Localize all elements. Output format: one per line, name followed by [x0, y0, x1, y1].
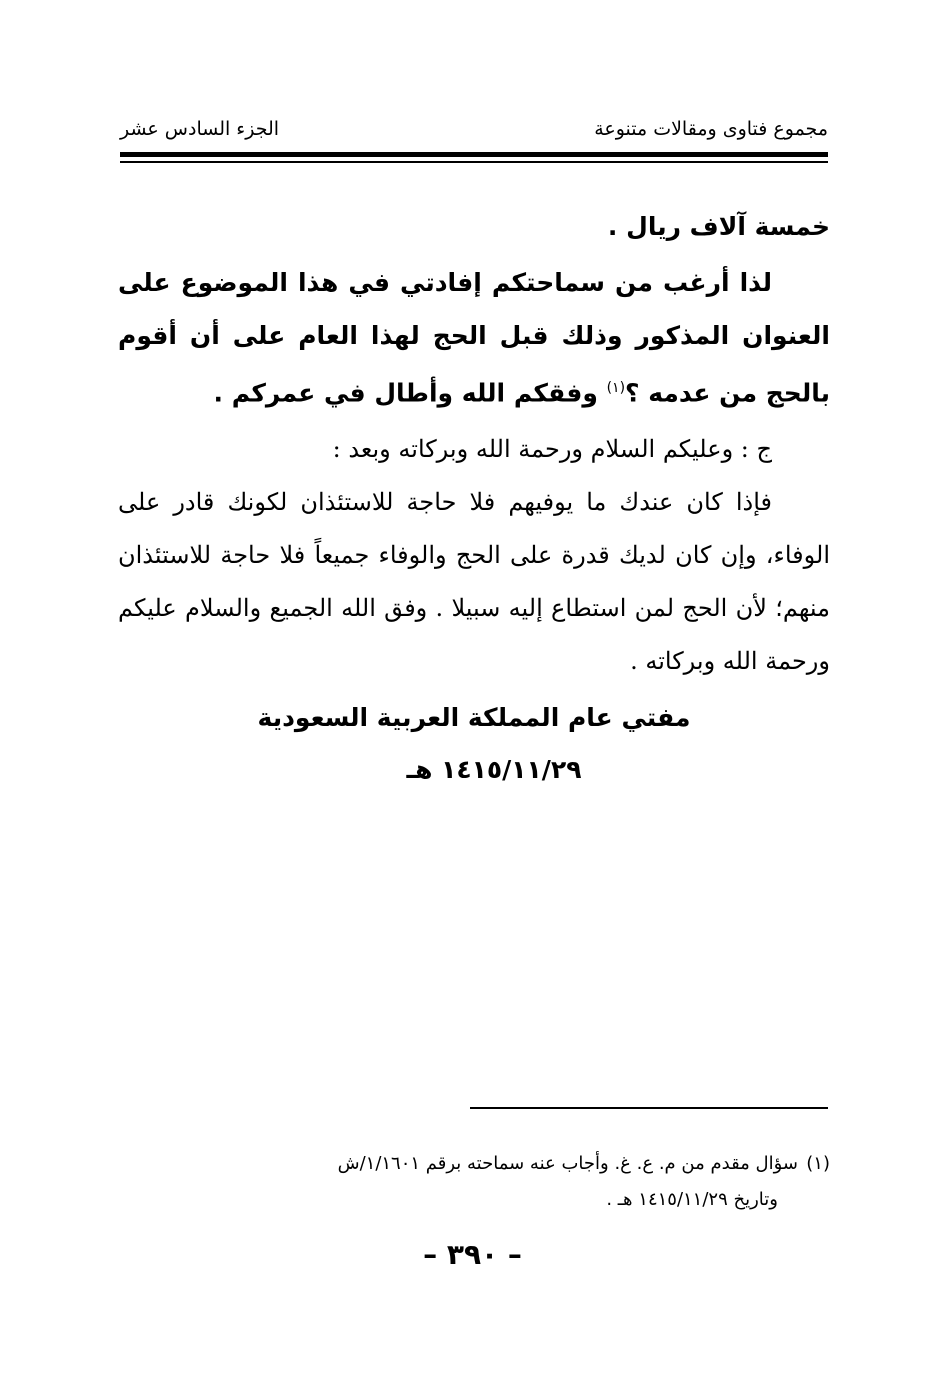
- volume-title: الجزء السادس عشر: [120, 118, 280, 140]
- question-closing: وفقكم الله وأطال في عمركم .: [213, 378, 607, 408]
- question-text: لذا أرغب من سماحتكم إفادتي في هذا الموضوع على العنوان المذكور وذلك قبل الحج لهذا العام على أن أقوم بالحج من عدمه ؟: [118, 268, 830, 408]
- signature-block: [118, 692, 830, 796]
- footnote-line-1: [112, 1146, 830, 1182]
- footnote: [112, 1146, 830, 1218]
- signature-title: مفتي عام المملكة العربية السعودية: [257, 703, 691, 732]
- header-rule-thin: [120, 161, 828, 163]
- footnote-text-1: سؤال مقدم من م. ع. غ. وأجاب عنه سماحته برقم ١/١٦٠١/ش: [337, 1153, 798, 1174]
- signature-date: ١٤١٥/١١/٢٩ هـ: [406, 755, 582, 784]
- book-title: مجموع فتاوى ومقالات متنوعة: [594, 118, 828, 140]
- page-number: – ٣٩٠ –: [423, 1238, 522, 1271]
- answer-intro: ج : وعليكم السلام ورحمة الله وبركاته وبعد :: [332, 435, 772, 464]
- header-rule-thick: [120, 152, 828, 157]
- question-first-line: خمسة آلاف ريال .: [607, 212, 830, 241]
- footnote-marker: (١): [806, 1153, 830, 1174]
- body-text: [118, 200, 830, 688]
- question-paragraph: [118, 256, 830, 419]
- footnote-reference: (١): [606, 380, 626, 396]
- footnote-divider: [470, 1107, 828, 1109]
- answer-body: فإذا كان عندك ما يوفيهم فلا حاجة للاستئذان لكونك قادر على الوفاء، وإن كان لديك قدرة على الحج والوفاء جميعاً فلا حاجة للاستئذان منهم؛ لأن الحج لمن استطاع إليه سبيلا . وفق الله الجميع والسلام عليكم ورحمة الله وبركاته .: [118, 488, 830, 676]
- footnote-line-2: وتاريخ ١٤١٥/١١/٢٩ هـ .: [606, 1189, 778, 1210]
- running-header: [120, 112, 828, 146]
